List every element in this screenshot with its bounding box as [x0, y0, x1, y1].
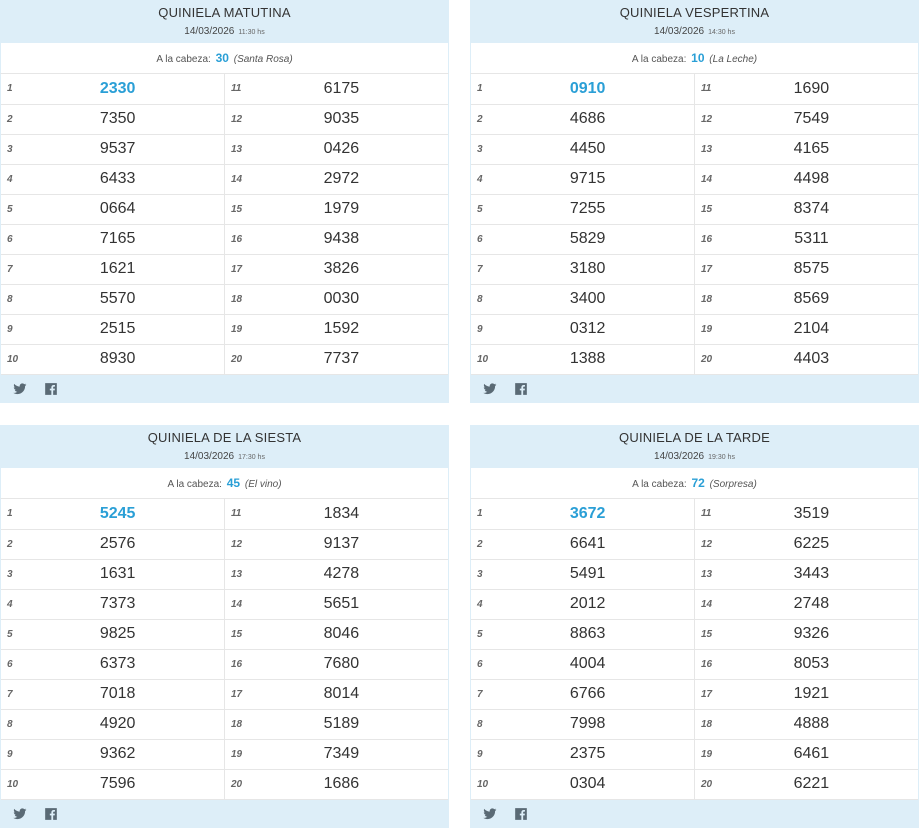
- position-number: 2: [1, 104, 31, 134]
- quiniela-panel: [0, 425, 449, 828]
- cabeza-line: [0, 468, 449, 499]
- result-number: 9537: [31, 134, 224, 164]
- cabeza-line: [0, 43, 449, 74]
- position-number: 17: [224, 254, 254, 284]
- cabeza-label: A la cabeza:: [156, 54, 211, 65]
- panel-header: [470, 425, 919, 468]
- results-grid: [470, 499, 919, 800]
- position-number: 19: [694, 739, 724, 769]
- result-row: [471, 104, 918, 134]
- result-row: [471, 559, 918, 589]
- result-row: [1, 589, 448, 619]
- quiniela-panel: [0, 0, 449, 403]
- result-row: [471, 499, 918, 529]
- result-row: [1, 739, 448, 769]
- result-number: 5189: [255, 709, 448, 739]
- result-number: 0664: [31, 194, 224, 224]
- result-number: 1631: [31, 559, 224, 589]
- position-number: 15: [694, 619, 724, 649]
- position-number: 17: [224, 679, 254, 709]
- position-number: 20: [224, 344, 254, 374]
- position-number: 20: [694, 344, 724, 374]
- panel-header: [0, 0, 449, 43]
- draw-time: 17:30 hs: [238, 454, 265, 461]
- result-number: 6225: [725, 529, 918, 559]
- position-number: 15: [694, 194, 724, 224]
- result-number: 5245: [31, 499, 224, 529]
- result-number: 1686: [255, 769, 448, 799]
- position-number: 13: [224, 559, 254, 589]
- facebook-icon[interactable]: [44, 807, 58, 821]
- result-number: 1690: [725, 74, 918, 104]
- results-grid: [0, 74, 449, 375]
- result-row: [471, 194, 918, 224]
- result-row: [1, 499, 448, 529]
- cabeza-number: 30: [215, 51, 229, 65]
- result-row: [1, 104, 448, 134]
- twitter-icon[interactable]: [13, 382, 27, 396]
- result-number: 8863: [501, 619, 694, 649]
- result-number: 0030: [255, 284, 448, 314]
- result-number: 2375: [501, 739, 694, 769]
- result-number: 5570: [31, 284, 224, 314]
- result-number: 5651: [255, 589, 448, 619]
- result-row: [471, 619, 918, 649]
- position-number: 17: [694, 254, 724, 284]
- position-number: 3: [471, 134, 501, 164]
- result-row: [471, 679, 918, 709]
- result-number: 9715: [501, 164, 694, 194]
- cabeza-number: 72: [691, 476, 705, 490]
- facebook-icon[interactable]: [44, 382, 58, 396]
- panel-footer: [470, 800, 919, 828]
- position-number: 7: [471, 679, 501, 709]
- result-number: 7350: [31, 104, 224, 134]
- panel-title: QUINIELA MATUTINA: [158, 5, 291, 20]
- position-number: 15: [224, 194, 254, 224]
- position-number: 16: [694, 224, 724, 254]
- position-number: 20: [694, 769, 724, 799]
- result-number: 4888: [725, 709, 918, 739]
- position-number: 12: [694, 104, 724, 134]
- result-row: [471, 314, 918, 344]
- result-row: [471, 589, 918, 619]
- result-row: [1, 224, 448, 254]
- position-number: 3: [1, 559, 31, 589]
- result-number: 3180: [501, 254, 694, 284]
- result-number: 7018: [31, 679, 224, 709]
- position-number: 1: [471, 499, 501, 529]
- cabeza-number: 45: [226, 476, 241, 490]
- twitter-icon[interactable]: [13, 807, 27, 821]
- position-number: 6: [471, 649, 501, 679]
- position-number: 9: [471, 314, 501, 344]
- result-number: 3672: [501, 499, 694, 529]
- result-number: 8053: [725, 649, 918, 679]
- result-number: 1921: [725, 679, 918, 709]
- position-number: 11: [224, 499, 254, 529]
- results-grid: [0, 499, 449, 800]
- result-number: 7596: [31, 769, 224, 799]
- position-number: 5: [471, 619, 501, 649]
- result-row: [471, 739, 918, 769]
- result-row: [471, 254, 918, 284]
- result-number: 0312: [501, 314, 694, 344]
- cabeza-meaning: (Sorpresa): [709, 479, 757, 490]
- result-number: 2972: [255, 164, 448, 194]
- result-number: 5829: [501, 224, 694, 254]
- result-number: 4004: [501, 649, 694, 679]
- draw-date: 14/03/2026: [184, 26, 235, 37]
- result-row: [1, 284, 448, 314]
- result-number: 1388: [501, 344, 694, 374]
- position-number: 13: [694, 559, 724, 589]
- result-number: 5311: [725, 224, 918, 254]
- position-number: 12: [694, 529, 724, 559]
- position-number: 13: [694, 134, 724, 164]
- result-row: [1, 314, 448, 344]
- position-number: 10: [471, 344, 501, 374]
- cabeza-label: A la cabeza:: [632, 479, 687, 490]
- result-row: [471, 344, 918, 374]
- result-number: 7998: [501, 709, 694, 739]
- draw-date: 14/03/2026: [654, 451, 705, 462]
- position-number: 11: [694, 74, 724, 104]
- result-number: 2748: [725, 589, 918, 619]
- cabeza-meaning: (La Leche): [709, 54, 758, 65]
- result-row: [471, 74, 918, 104]
- cabeza-label: A la cabeza:: [631, 54, 687, 65]
- result-number: 7373: [31, 589, 224, 619]
- position-number: 6: [1, 649, 31, 679]
- result-number: 8930: [31, 344, 224, 374]
- cabeza-number: 10: [691, 51, 705, 65]
- position-number: 19: [224, 314, 254, 344]
- result-row: [471, 709, 918, 739]
- position-number: 8: [1, 709, 31, 739]
- result-number: 7255: [501, 194, 694, 224]
- result-number: 2515: [31, 314, 224, 344]
- draw-date-line: [470, 451, 919, 462]
- panel-title: QUINIELA DE LA SIESTA: [147, 430, 302, 445]
- result-row: [1, 164, 448, 194]
- position-number: 3: [1, 134, 31, 164]
- position-number: 8: [471, 284, 501, 314]
- position-number: 7: [1, 679, 31, 709]
- position-number: 18: [224, 709, 254, 739]
- result-number: 6766: [501, 679, 694, 709]
- result-number: 8014: [255, 679, 448, 709]
- result-number: 2104: [725, 314, 918, 344]
- result-number: 4278: [255, 559, 448, 589]
- position-number: 13: [224, 134, 254, 164]
- result-number: 1834: [255, 499, 448, 529]
- result-number: 9362: [31, 739, 224, 769]
- draw-time: 11:30 hs: [238, 29, 265, 36]
- result-row: [1, 344, 448, 374]
- result-number: 2576: [31, 529, 224, 559]
- result-number: 6373: [31, 649, 224, 679]
- result-row: [471, 224, 918, 254]
- result-number: 6461: [725, 739, 918, 769]
- position-number: 1: [1, 74, 31, 104]
- result-row: [471, 284, 918, 314]
- result-number: 4165: [725, 134, 918, 164]
- results-grid: [470, 74, 919, 375]
- result-number: 4450: [501, 134, 694, 164]
- panel-title: QUINIELA VESPERTINA: [619, 5, 770, 20]
- panel-footer: [0, 800, 449, 828]
- results-table: [1, 74, 448, 375]
- result-number: 7680: [255, 649, 448, 679]
- result-number: 1621: [31, 254, 224, 284]
- position-number: 17: [694, 679, 724, 709]
- panel-title: QUINIELA DE LA TARDE: [619, 430, 770, 445]
- result-row: [1, 619, 448, 649]
- position-number: 2: [471, 104, 501, 134]
- cabeza-meaning: (Santa Rosa): [233, 54, 293, 65]
- position-number: 8: [471, 709, 501, 739]
- position-number: 7: [471, 254, 501, 284]
- result-number: 8575: [725, 254, 918, 284]
- result-row: [471, 134, 918, 164]
- position-number: 10: [1, 769, 31, 799]
- result-row: [1, 709, 448, 739]
- quiniela-panel: [470, 0, 919, 403]
- result-row: [1, 74, 448, 104]
- position-number: 18: [694, 284, 724, 314]
- position-number: 5: [471, 194, 501, 224]
- panel-footer: [470, 375, 919, 403]
- position-number: 12: [224, 529, 254, 559]
- result-number: 3443: [725, 559, 918, 589]
- position-number: 9: [471, 739, 501, 769]
- result-row: [471, 164, 918, 194]
- cabeza-meaning: (El vino): [244, 479, 282, 490]
- position-number: 14: [224, 589, 254, 619]
- twitter-icon[interactable]: [483, 382, 497, 396]
- result-number: 0426: [255, 134, 448, 164]
- quiniela-panel: [470, 425, 919, 828]
- position-number: 14: [694, 589, 724, 619]
- cabeza-line: [470, 43, 919, 74]
- position-number: 4: [1, 589, 31, 619]
- position-number: 3: [471, 559, 501, 589]
- position-number: 4: [1, 164, 31, 194]
- result-row: [1, 769, 448, 799]
- position-number: 5: [1, 194, 31, 224]
- result-row: [1, 254, 448, 284]
- result-number: 5491: [501, 559, 694, 589]
- results-table: [471, 74, 918, 375]
- position-number: 4: [471, 589, 501, 619]
- position-number: 8: [1, 284, 31, 314]
- cabeza-label: A la cabeza:: [167, 479, 222, 490]
- draw-time: 14:30 hs: [708, 29, 735, 36]
- position-number: 14: [694, 164, 724, 194]
- twitter-icon[interactable]: [483, 807, 497, 821]
- position-number: 1: [1, 499, 31, 529]
- result-number: 8374: [725, 194, 918, 224]
- panel-footer: [0, 375, 449, 403]
- position-number: 6: [471, 224, 501, 254]
- result-row: [471, 649, 918, 679]
- result-number: 7549: [725, 104, 918, 134]
- result-number: 4403: [725, 344, 918, 374]
- position-number: 15: [224, 619, 254, 649]
- position-number: 10: [1, 344, 31, 374]
- position-number: 20: [224, 769, 254, 799]
- results-table: [1, 499, 448, 800]
- result-row: [471, 529, 918, 559]
- result-number: 6221: [725, 769, 918, 799]
- position-number: 5: [1, 619, 31, 649]
- draw-date-line: [0, 451, 449, 462]
- position-number: 2: [471, 529, 501, 559]
- position-number: 2: [1, 529, 31, 559]
- result-number: 7737: [255, 344, 448, 374]
- result-number: 3519: [725, 499, 918, 529]
- position-number: 18: [694, 709, 724, 739]
- result-number: 1592: [255, 314, 448, 344]
- result-row: [1, 134, 448, 164]
- facebook-icon[interactable]: [514, 807, 528, 821]
- facebook-icon[interactable]: [514, 382, 528, 396]
- position-number: 19: [694, 314, 724, 344]
- position-number: 18: [224, 284, 254, 314]
- result-number: 8569: [725, 284, 918, 314]
- position-number: 16: [224, 649, 254, 679]
- result-row: [471, 769, 918, 799]
- result-number: 4498: [725, 164, 918, 194]
- draw-time: 19:30 hs: [708, 454, 735, 461]
- result-number: 9825: [31, 619, 224, 649]
- cabeza-line: [470, 468, 919, 499]
- result-number: 0910: [501, 74, 694, 104]
- position-number: 14: [224, 164, 254, 194]
- result-number: 6175: [255, 74, 448, 104]
- result-number: 2330: [31, 74, 224, 104]
- result-number: 3400: [501, 284, 694, 314]
- position-number: 19: [224, 739, 254, 769]
- draw-date-line: [0, 26, 449, 37]
- result-number: 6433: [31, 164, 224, 194]
- position-number: 16: [224, 224, 254, 254]
- result-number: 9326: [725, 619, 918, 649]
- position-number: 11: [694, 499, 724, 529]
- position-number: 12: [224, 104, 254, 134]
- result-row: [1, 559, 448, 589]
- position-number: 4: [471, 164, 501, 194]
- position-number: 16: [694, 649, 724, 679]
- result-row: [1, 194, 448, 224]
- draw-date-line: [470, 26, 919, 37]
- position-number: 7: [1, 254, 31, 284]
- panel-header: [0, 425, 449, 468]
- result-row: [1, 529, 448, 559]
- result-number: 9137: [255, 529, 448, 559]
- position-number: 9: [1, 739, 31, 769]
- position-number: 9: [1, 314, 31, 344]
- result-number: 0304: [501, 769, 694, 799]
- result-number: 8046: [255, 619, 448, 649]
- result-row: [1, 649, 448, 679]
- result-number: 6641: [501, 529, 694, 559]
- position-number: 1: [471, 74, 501, 104]
- result-number: 7165: [31, 224, 224, 254]
- draw-date: 14/03/2026: [184, 451, 235, 462]
- position-number: 11: [224, 74, 254, 104]
- result-number: 9035: [255, 104, 448, 134]
- result-number: 2012: [501, 589, 694, 619]
- results-table: [471, 499, 918, 800]
- draw-date: 14/03/2026: [654, 26, 705, 37]
- panel-header: [470, 0, 919, 43]
- result-number: 3826: [255, 254, 448, 284]
- result-number: 7349: [255, 739, 448, 769]
- result-number: 9438: [255, 224, 448, 254]
- result-number: 4920: [31, 709, 224, 739]
- result-number: 1979: [255, 194, 448, 224]
- result-row: [1, 679, 448, 709]
- position-number: 10: [471, 769, 501, 799]
- position-number: 6: [1, 224, 31, 254]
- result-number: 4686: [501, 104, 694, 134]
